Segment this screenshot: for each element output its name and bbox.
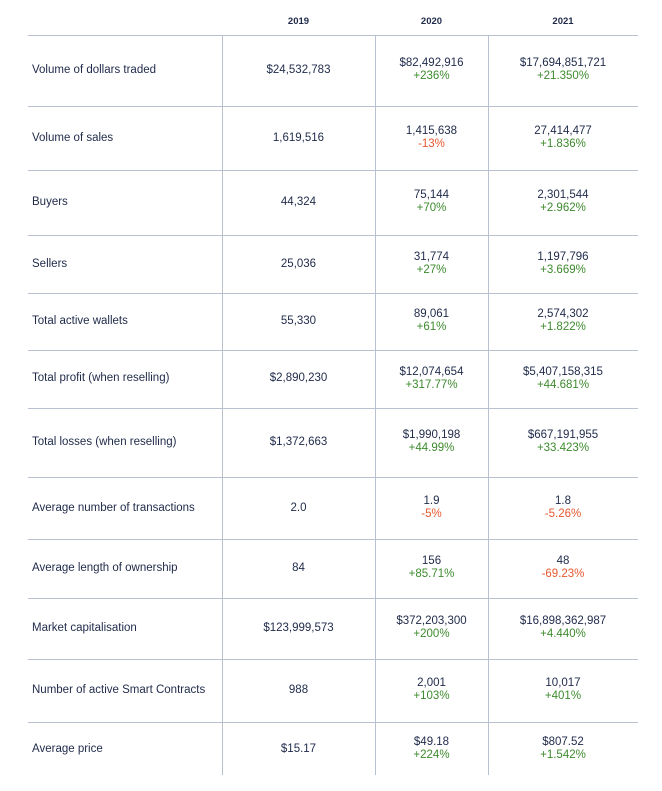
value-2021: 2,301,544	[537, 189, 589, 201]
metric-label: Volume of sales	[32, 132, 114, 144]
cell-2021	[488, 57, 638, 83]
cell-2020	[375, 677, 488, 703]
value-2021: $807.52	[542, 736, 584, 748]
metric-label: Total profit (when reselling)	[32, 372, 170, 384]
table-row-volume-of-sales	[28, 106, 638, 170]
header-2020: 2020	[420, 16, 443, 27]
cell-2021	[488, 189, 638, 215]
metric-label: Average length of ownership	[32, 562, 178, 574]
cell-2020	[375, 555, 488, 581]
table-row-sellers	[28, 235, 638, 293]
change-2021: +2.962%	[540, 202, 586, 214]
value-2019: $2,890,230	[269, 372, 328, 384]
cell-2020	[375, 251, 488, 277]
change-2020: +27%	[416, 264, 447, 276]
change-2021: +4.440%	[540, 628, 586, 640]
change-2020: +70%	[416, 202, 447, 214]
change-2021: +401%	[544, 690, 582, 702]
value-2021: 1.8	[555, 495, 571, 507]
value-2020: $1,990,198	[402, 429, 461, 441]
value-2020: 2,001	[417, 677, 446, 689]
change-2020: +85.71%	[408, 568, 455, 580]
cell-2021	[488, 677, 638, 703]
change-2021: +44.681%	[536, 379, 590, 391]
metric-label: Sellers	[32, 258, 68, 270]
value-2020: $372,203,300	[396, 615, 467, 627]
header-2021: 2021	[552, 16, 574, 27]
value-2019: $1,372,663	[269, 436, 328, 448]
cell-2021	[488, 736, 638, 762]
metric-label: Number of active Smart Contracts	[32, 684, 206, 696]
cell-2020	[375, 429, 488, 455]
metric-label: Total losses (when reselling)	[32, 436, 177, 448]
change-2021: +3.669%	[540, 264, 586, 276]
change-2020: +236%	[413, 70, 450, 82]
cell-2021	[488, 429, 638, 455]
metric-label: Buyers	[32, 196, 68, 208]
value-2019: 988	[288, 684, 309, 696]
metric-label: Market capitalisation	[32, 622, 137, 634]
metric-label: Average number of transactions	[32, 502, 195, 514]
value-2021: 10,017	[545, 677, 581, 689]
cell-2021	[488, 125, 638, 151]
metric-label: Volume of dollars traded	[32, 64, 157, 76]
cell-2020	[375, 308, 488, 334]
cell-2020	[375, 495, 488, 521]
value-2021: $17,694,851,721	[519, 57, 607, 69]
value-2019: 25,036	[280, 258, 317, 270]
change-2020: +200%	[413, 628, 450, 640]
value-2020: $49.18	[413, 736, 450, 748]
table-row-buyers	[28, 170, 638, 235]
value-2020: 1,415,638	[405, 125, 458, 137]
value-2019: $24,532,783	[266, 64, 331, 76]
change-2021: +33.423%	[536, 442, 590, 454]
change-2021: -5.26%	[544, 508, 582, 520]
table-row-volume-of-dollars-traded	[28, 35, 638, 106]
cell-2020	[375, 125, 488, 151]
cell-2020	[375, 615, 488, 641]
value-2021: $667,191,955	[527, 429, 599, 441]
value-2020: $82,492,916	[399, 57, 464, 69]
value-2019: 84	[292, 562, 305, 574]
table-row-average-number-of-transactions	[28, 477, 638, 539]
value-2021: 2,574,302	[537, 308, 589, 320]
change-2021: +1.836%	[540, 138, 586, 150]
metric-label: Total active wallets	[32, 315, 128, 327]
cell-2020	[375, 57, 488, 83]
table-row-number-of-active-smart-contracts	[28, 659, 638, 722]
cell-2020	[375, 189, 488, 215]
table-row-average-price	[28, 722, 638, 775]
value-2019: 1,619,516	[272, 132, 325, 144]
change-2020: -5%	[421, 508, 442, 520]
change-2021: +1.822%	[540, 321, 586, 333]
value-2021: 27,414,477	[534, 125, 592, 137]
change-2020: -13%	[418, 138, 445, 150]
value-2020: 156	[421, 555, 442, 567]
cell-2021	[488, 495, 638, 521]
value-2020: 89,061	[413, 308, 450, 320]
cell-2021	[488, 555, 638, 581]
value-2021: $5,407,158,315	[523, 366, 603, 378]
value-2020: $12,074,654	[399, 366, 464, 378]
change-2021: +21.350%	[536, 70, 590, 82]
cell-2021	[488, 615, 638, 641]
value-2019: 44,324	[280, 196, 317, 208]
change-2020: +44.99%	[408, 442, 455, 454]
cell-2020	[375, 736, 488, 762]
cell-2021	[488, 251, 638, 277]
table-row-total-active-wallets	[28, 293, 638, 350]
value-2019: 55,330	[280, 315, 317, 327]
cell-2021	[488, 308, 638, 334]
value-2019: $15.17	[280, 743, 317, 755]
value-2020: 75,144	[413, 189, 450, 201]
table-row-total-profit	[28, 350, 638, 408]
value-2020: 1.9	[423, 495, 440, 507]
value-2021: 1,197,796	[537, 251, 589, 263]
table-row-total-losses	[28, 408, 638, 477]
change-2021: +1.542%	[540, 749, 586, 761]
change-2020: +61%	[416, 321, 447, 333]
value-2020: 31,774	[413, 251, 450, 263]
cell-2020	[375, 366, 488, 392]
change-2020: +317.77%	[405, 379, 458, 391]
metric-label: Average price	[32, 743, 103, 755]
table-row-market-capitalisation	[28, 598, 638, 659]
value-2021: 48	[556, 555, 570, 567]
change-2020: +103%	[413, 690, 450, 702]
value-2019: 2.0	[290, 502, 307, 514]
cell-2021	[488, 366, 638, 392]
value-2019: $123,999,573	[263, 622, 334, 634]
value-2021: $16,898,362,987	[519, 615, 607, 627]
change-2021: -69.23%	[541, 568, 585, 580]
change-2020: +224%	[413, 749, 450, 761]
table-row-average-length-of-ownership	[28, 539, 638, 598]
header-2019: 2019	[287, 16, 310, 27]
